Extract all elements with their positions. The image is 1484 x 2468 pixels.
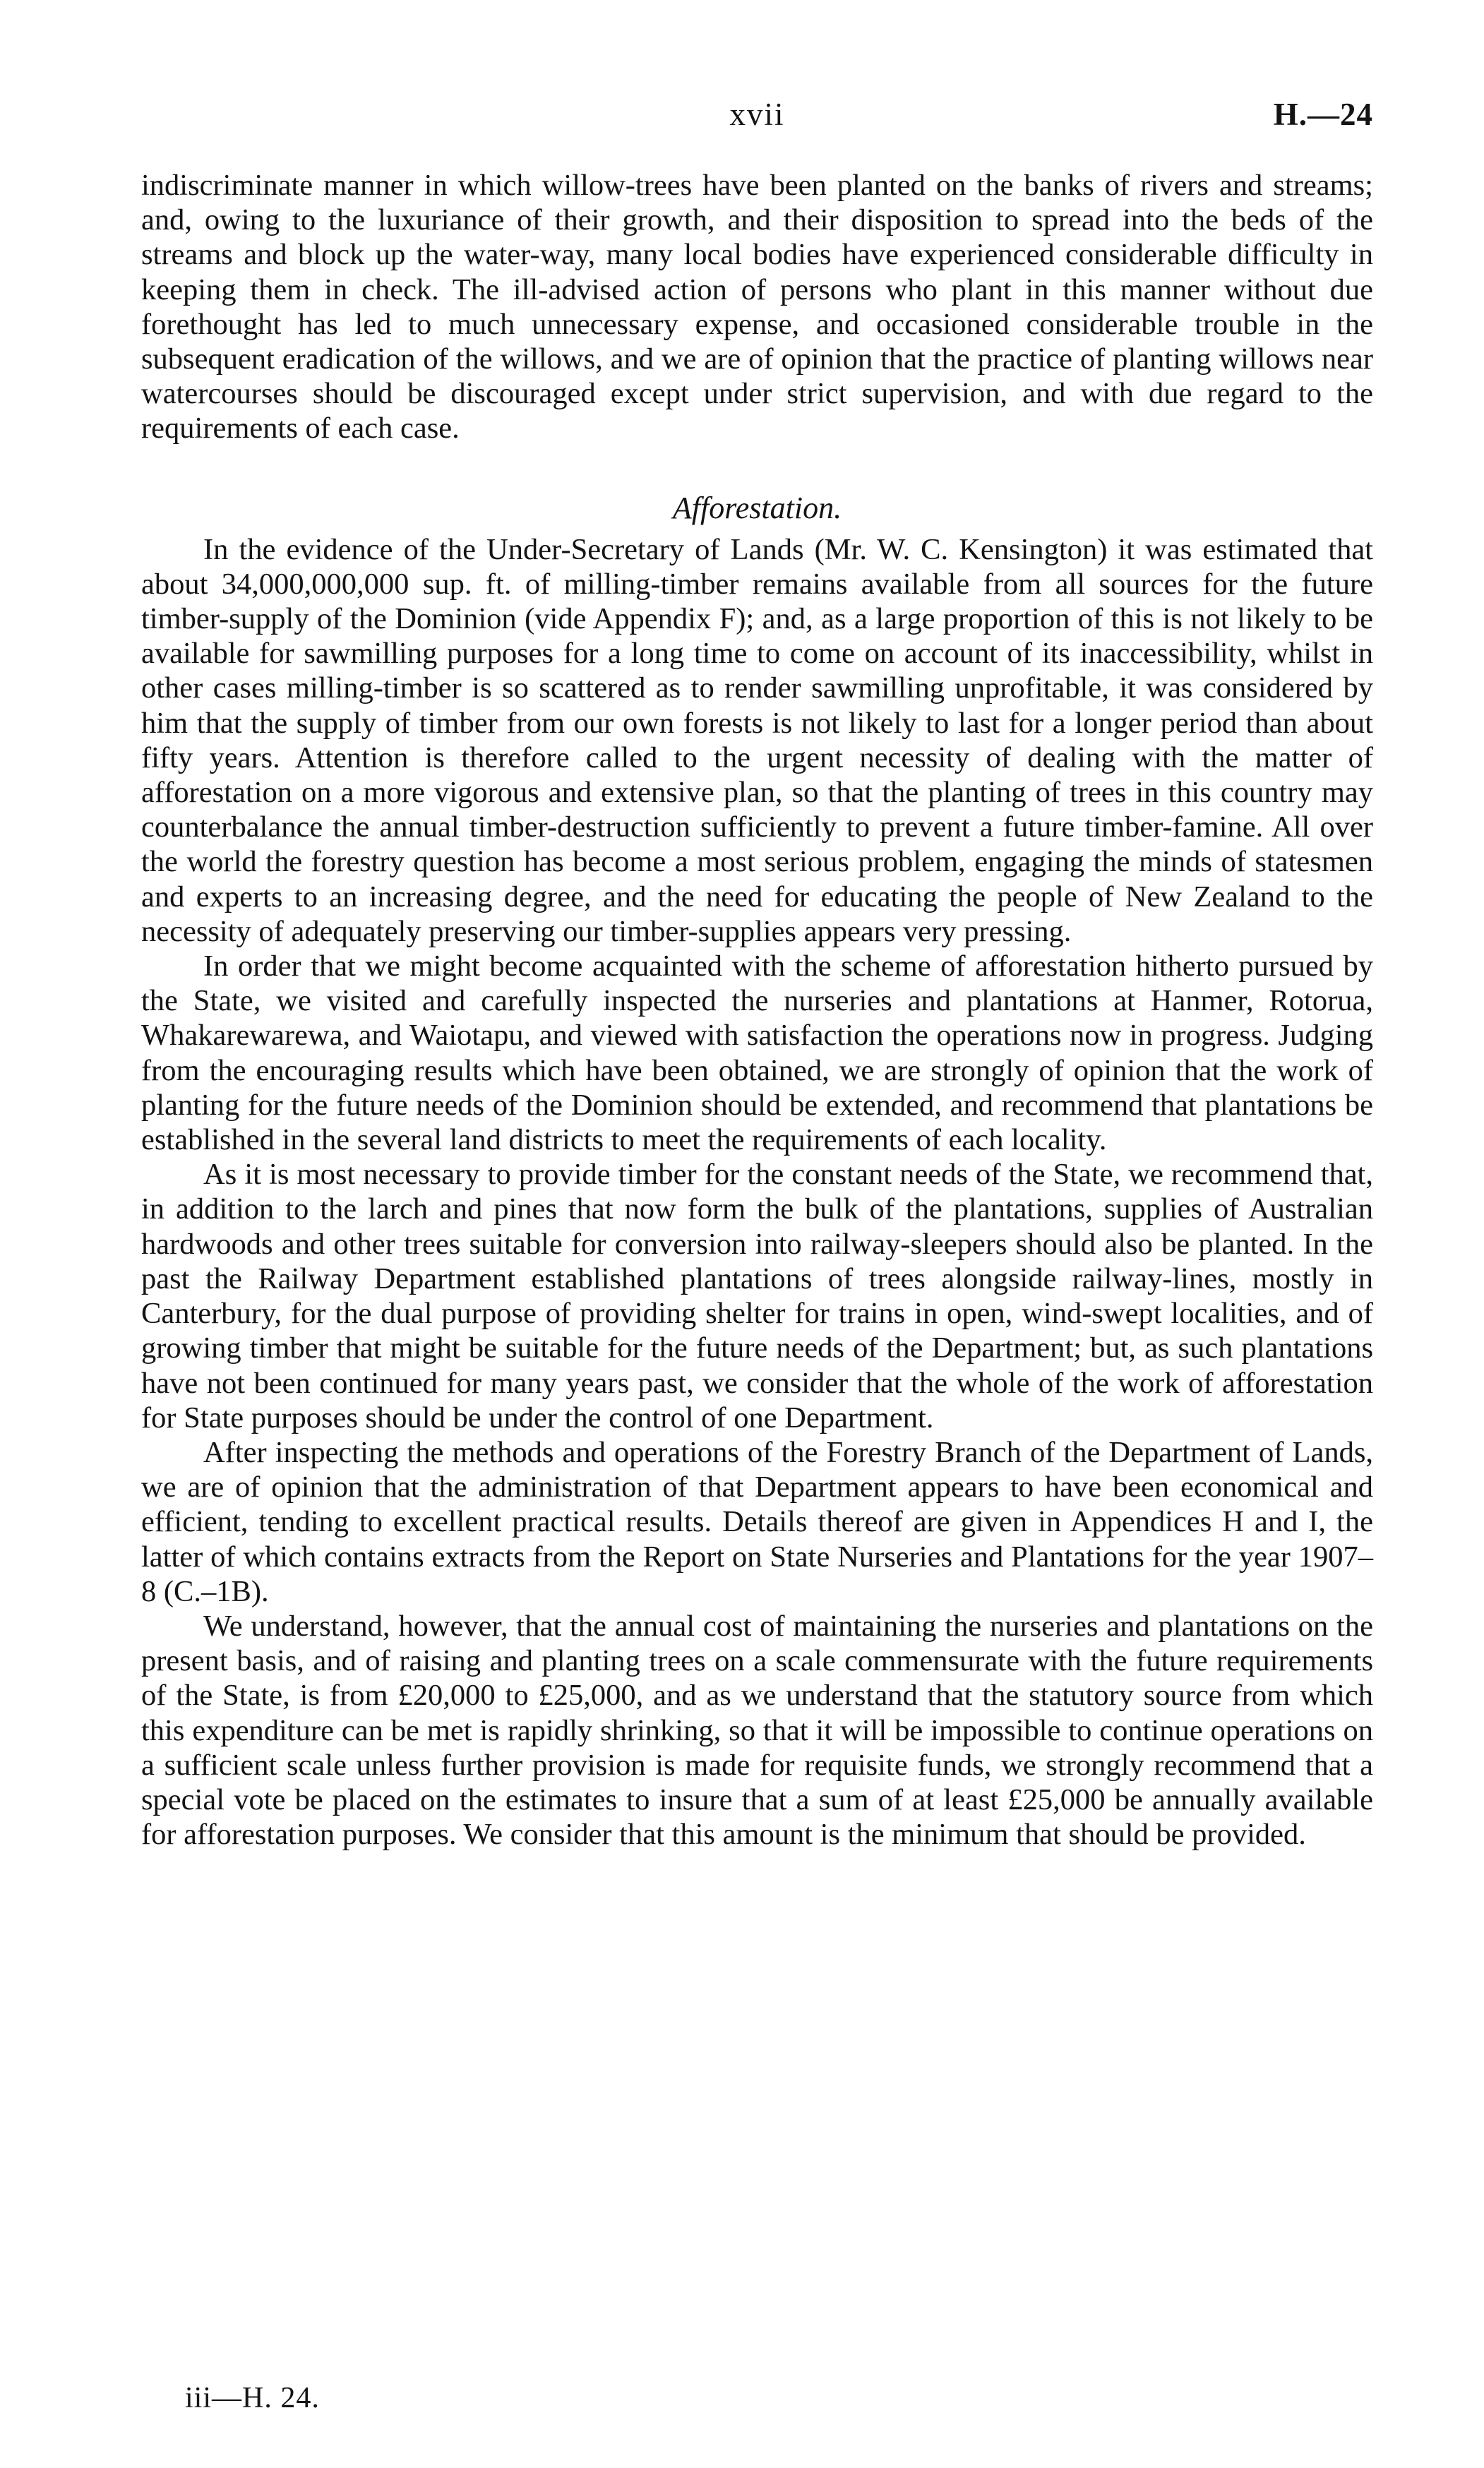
page-number: xvii (729, 97, 785, 132)
paragraph: After inspecting the methods and operations of the Forestry Branch of the Department of Lands, we are of opinion that the administration of that Department appears to have been economical and efficient, tending to excellent practical results. Details thereof are given in Appendices H and I, the latter of which contains extracts from the Report on State Nurseries and Plantations for the year 1907–8 (C.–1B). (141, 1435, 1373, 1608)
paragraph: In order that we might become acquainted with the scheme of afforestation hitherto pursued by the State, we visited and carefully inspected the nurseries and plantations at Hanmer, Rotorua, Whakarewarewa, and Waiotapu, and viewed with satisfaction the operations now in progress. Judging from the encouraging results which have been obtained, we are strongly of opinion that the work of planting for the future needs of the Dominion should be extended, and recommend that plantations be established in the several land districts to meet the requirements of each locality. (141, 950, 1373, 1157)
page-header (141, 96, 1373, 138)
paragraph: In the evidence of the Under-Secretary of Lands (Mr. W. C. Kensington) it was estimated that about 34,000,000,000 sup. ft. of milling-timber remains available from all sources for the future timber-supply of the Dominion (vide Appendix F); and, as a large proportion of this is not likely to be available for sawmilling purposes for a long time to come on account of its inaccessibility, whilst in other cases milling-timber is so scattered as to render sawmilling unprofitable, it was considered by him that the supply of timber from our own forests is not likely to last for a longer period than about fifty years. Attention is therefore called to the urgent necessity of dealing with the matter of afforestation on a more vigorous and extensive plan, so that the planting of trees in this country may counterbalance the annual timber-destruction sufficiently to prevent a future timber-famine. All over the world the forestry question has become a most serious problem, engaging the minds of statesmen and experts to an increasing degree, and the need for educating the people of New Zealand to the necessity of adequately preserving our timber-supplies appears very pressing. (141, 532, 1373, 948)
paragraph: We understand, however, that the annual cost of maintaining the nurseries and plantations on the present basis, and of raising and planting trees on a scale commensurate with the future requirements of the State, is from £20,000 to £25,000, and as we understand that the statutory source from which this expenditure can be met is rapidly shrinking, so that it will be impossible to continue operations on a sufficient scale unless further provision is made for requisite funds, we strongly recommend that a special vote be placed on the estimates to insure that a sum of at least £25,000 be annually available for afforestation purposes. We consider that this amount is the minimum that should be provided. (141, 1609, 1373, 1852)
document-reference: H.—24 (1273, 97, 1373, 132)
signature-mark: iii—H. 24. (185, 2382, 320, 2414)
section-heading: Afforestation. (672, 490, 842, 525)
paragraph: As it is most necessary to provide timber for the constant needs of the State, we recommend that, in addition to the larch and pines that now form the bulk of the plantations, supplies of Australian hardwoods and other trees suitable for conversion into railway-sleepers should also be planted. In the past the Railway Department established plantations of trees alongside railway-lines, mostly in Canterbury, for the dual purpose of providing shelter for trains in open, wind-swept localities, and of growing timber that might be suitable for the future needs of the Department; but, as such plantations have not been continued for many years past, we consider that the whole of the work of afforestation for State purposes should be under the control of one Department. (141, 1158, 1373, 1434)
body-text (141, 168, 1373, 1852)
continued-paragraph: indiscriminate manner in which willow-trees have been planted on the banks of rivers and streams; and, owing to the luxuriance of their growth, and their disposition to spread into the beds of the streams and block up the water-way, many local bodies have experienced considerable difficulty in keeping them in check. The ill-advised action of persons who plant in this manner without due forethought has led to much unnecessary expense, and occasioned considerable trouble in the subsequent eradication of the willows, and we are of opinion that the practice of planting willows near watercourses should be discouraged except under strict supervision, and with due regard to the requirements of each case. (141, 169, 1373, 445)
